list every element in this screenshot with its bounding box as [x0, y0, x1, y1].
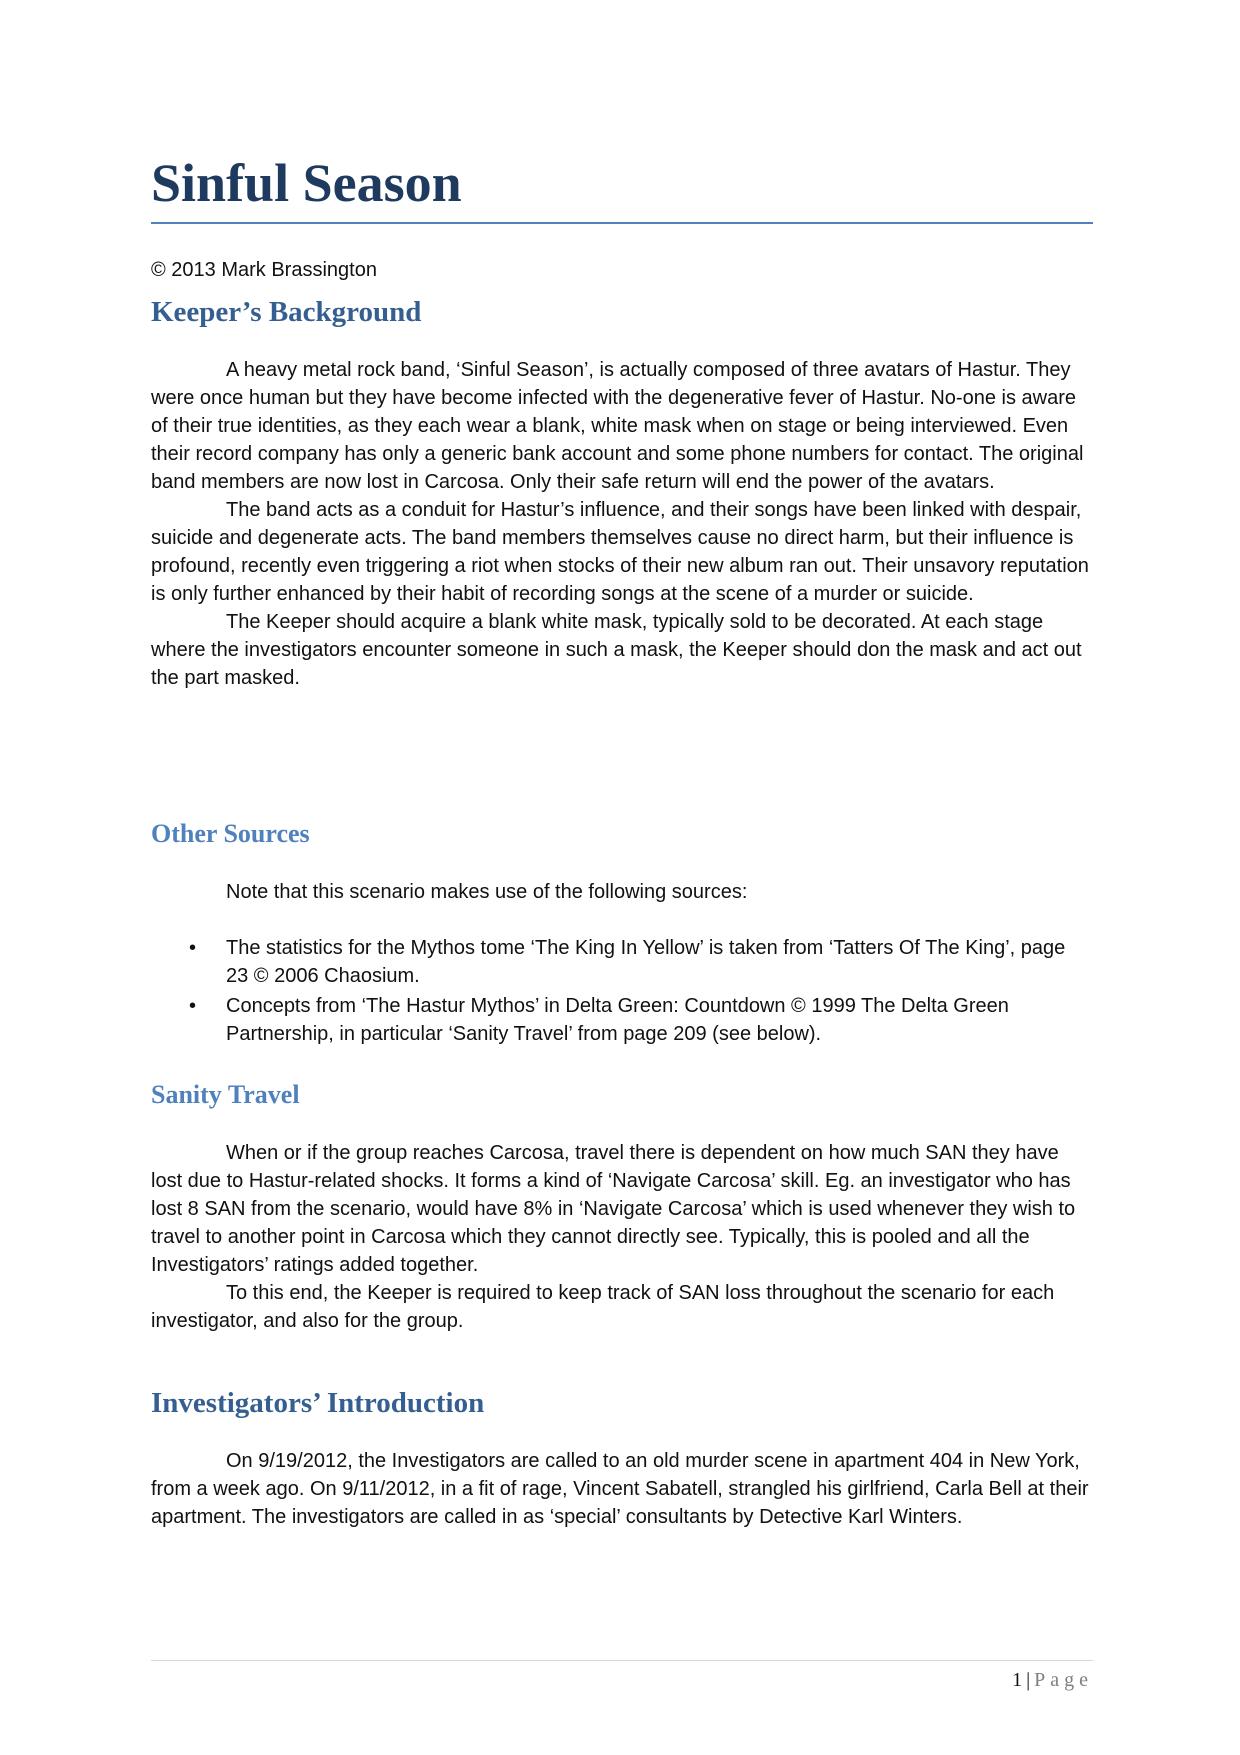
page-footer — [1012, 1667, 1093, 1693]
bullet-icon: • — [189, 995, 197, 1017]
section-investigators-introduction — [151, 1385, 1093, 1531]
bullet-icon: • — [189, 937, 197, 959]
list-item — [151, 934, 1093, 990]
other-sources-intro: Note that this scenario makes use of the following sources: — [226, 881, 748, 903]
page-number: 1 — [1012, 1669, 1023, 1691]
section-heading-investigators-introduction: Investigators’ Introduction — [151, 1387, 485, 1419]
section-other-sources — [151, 817, 1093, 1050]
footer-separator: | — [1026, 1669, 1031, 1691]
list-item — [151, 992, 1093, 1048]
investigators-introduction-body — [151, 1447, 1093, 1531]
paragraph: The band acts as a conduit for Hastur’s influence, and their songs have been linked with despair, suicide and degenerate acts. The band members themselves cause no direct harm, but their influence is profound, recently even triggering a riot when stocks of their new album ran out. Their unsavory reputation is only further enhanced by their habit of recording songs at the scene of a murder or suicide. — [151, 499, 1089, 605]
section-sanity-travel — [151, 1078, 1093, 1335]
section-heading-keepers-background: Keeper’s Background — [151, 296, 422, 328]
paragraph: To this end, the Keeper is required to keep track of SAN loss throughout the scenario for each investigator, and also for the group. — [151, 1282, 1055, 1332]
copyright-notice: © 2013 Mark Brassington — [151, 259, 377, 281]
footer-divider — [151, 1660, 1093, 1661]
keepers-background-body — [151, 356, 1093, 692]
section-heading-sanity-travel: Sanity Travel — [151, 1080, 300, 1109]
section-heading-other-sources: Other Sources — [151, 819, 310, 848]
sources-list — [151, 934, 1093, 1048]
paragraph: A heavy metal rock band, ‘Sinful Season’, is actually composed of three avatars of Hastur. They were once human but they have become infected with the degenerative fever of Hastur. No-one is aware of their true identities, as they each wear a blank, white mask when on stage or being interviewed. Even their record company has only a generic bank account and some phone numbers for contact. The original band members are now lost in Carcosa. Only their safe return will end the power of the avatars. — [151, 359, 1084, 493]
paragraph: When or if the group reaches Carcosa, travel there is dependent on how much SAN they have lost due to Hastur-related shocks. It forms a kind of ‘Navigate Carcosa’ skill. Eg. an investigator who has lost 8 SAN from the scenario, would have 8% in ‘Navigate Carcosa’ which is used whenever they wish to travel to another point in Carcosa which they cannot directly see. Typically, this is pooled and all the Investigators’ ratings added together. — [151, 1142, 1076, 1276]
paragraph: The Keeper should acquire a blank white mask, typically sold to be decorated. At each stage where the investigators encounter someone in such a mask, the Keeper should don the mask and act out the part masked. — [151, 611, 1082, 689]
document-page — [151, 0, 1093, 1755]
section-keepers-background — [151, 294, 1093, 692]
document-title: Sinful Season — [151, 153, 462, 213]
list-item-text: The statistics for the Mythos tome ‘The King In Yellow’ is taken from ‘Tatters Of The King’, page 23 © 2006 Chaosium. — [226, 937, 1066, 987]
list-item-text: Concepts from ‘The Hastur Mythos’ in Delta Green: Countdown © 1999 The Delta Green Partnership, in particular ‘Sanity Travel’ from page 209 (see below). — [226, 995, 1009, 1045]
paragraph: On 9/19/2012, the Investigators are called to an old murder scene in apartment 404 in New York, from a week ago. On 9/11/2012, in a fit of rage, Vincent Sabatell, strangled his girlfriend, Carla Bell at their apartment. The investigators are called in as ‘special’ consultants by Detective Karl Winters. — [151, 1450, 1089, 1528]
sanity-travel-body — [151, 1139, 1093, 1335]
title-divider — [151, 222, 1093, 224]
page-label: Page — [1034, 1669, 1093, 1691]
